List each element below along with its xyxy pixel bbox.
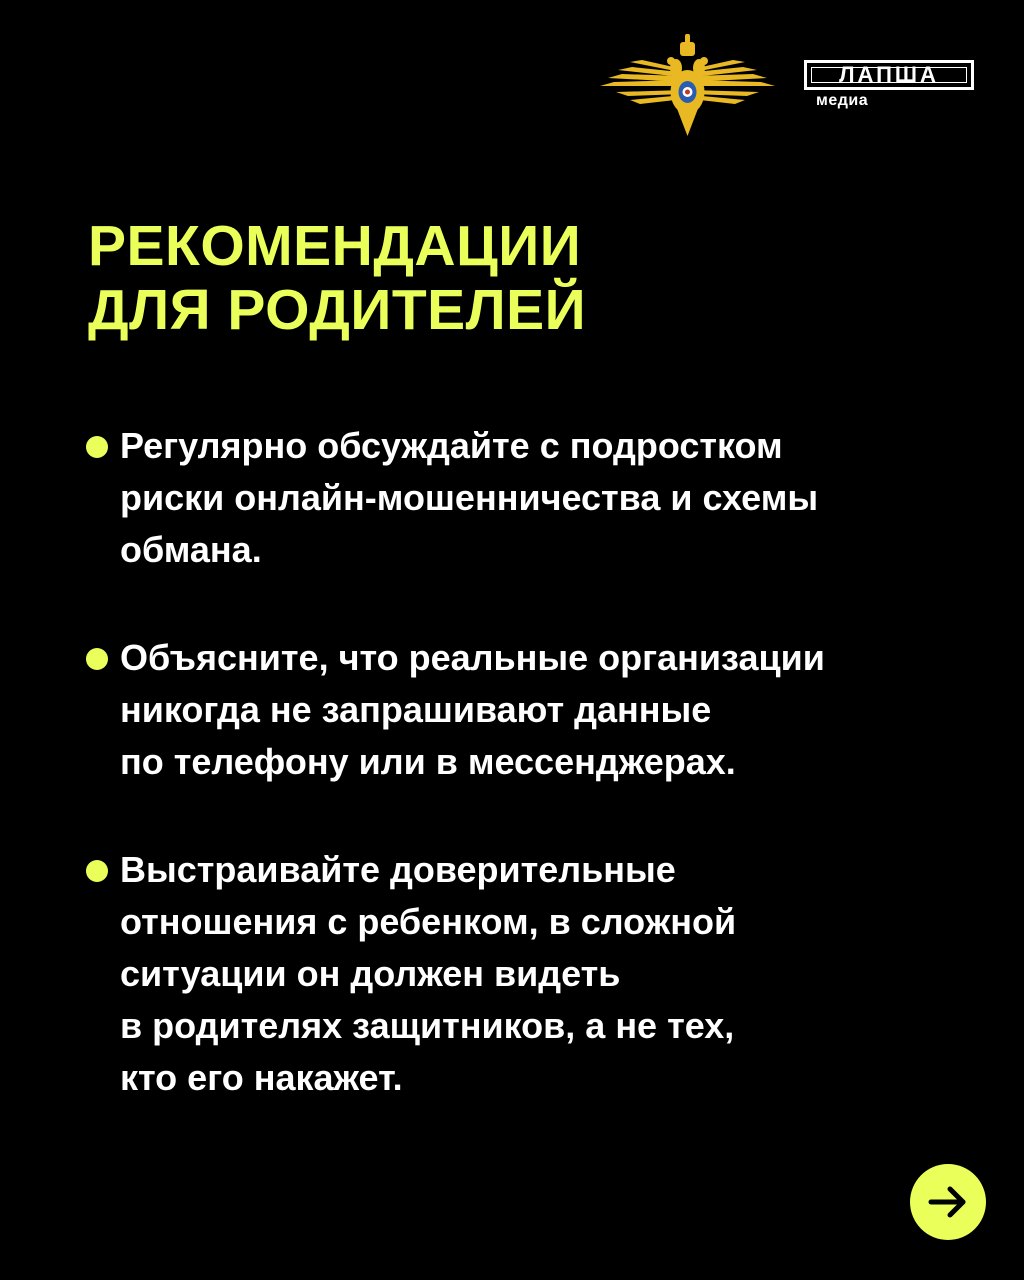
media-logo: [804, 60, 980, 120]
title-line-1: РЕКОМЕНДАЦИИ: [88, 214, 582, 278]
arrow-right-icon: [925, 1179, 971, 1225]
tip-text-line: кто его накажет.: [120, 1057, 403, 1098]
title-line-2: ДЛЯ РОДИТЕЛЕЙ: [88, 278, 587, 342]
bullet-dot-icon: [86, 860, 108, 882]
bullet-dot-icon: [86, 648, 108, 670]
recommendations-list: [84, 420, 984, 1160]
media-logo-frame: [804, 60, 974, 90]
list-item: [84, 632, 984, 788]
tip-text-line: Объясните, что реальные организации: [120, 637, 825, 678]
tip-text-line: ситуации он должен видеть: [120, 953, 621, 994]
tip-text-line: Выстраивайте доверительные: [120, 849, 676, 890]
next-slide-button[interactable]: [910, 1164, 986, 1240]
double-headed-eagle-emblem: [600, 34, 775, 139]
tip-text-line: по телефону или в мессенджерах.: [120, 741, 736, 782]
list-item: [84, 420, 984, 576]
tip-text-line: обмана.: [120, 529, 262, 570]
bullet-dot-icon: [86, 436, 108, 458]
list-item: [84, 844, 984, 1104]
tip-text-line: Регулярно обсуждайте с подростком: [120, 425, 783, 466]
media-logo-name: ЛАПША: [839, 62, 939, 87]
tip-text-line: риски онлайн-мошенничества и схемы: [120, 477, 819, 518]
tip-text-line: никогда не запрашивают данные: [120, 689, 712, 730]
tip-text-line: в родителях защитников, а не тех,: [120, 1005, 735, 1046]
page-title: [88, 214, 888, 342]
tip-text-line: отношения с ребенком, в сложной: [120, 901, 737, 942]
media-logo-subtitle: медиа: [816, 92, 869, 109]
